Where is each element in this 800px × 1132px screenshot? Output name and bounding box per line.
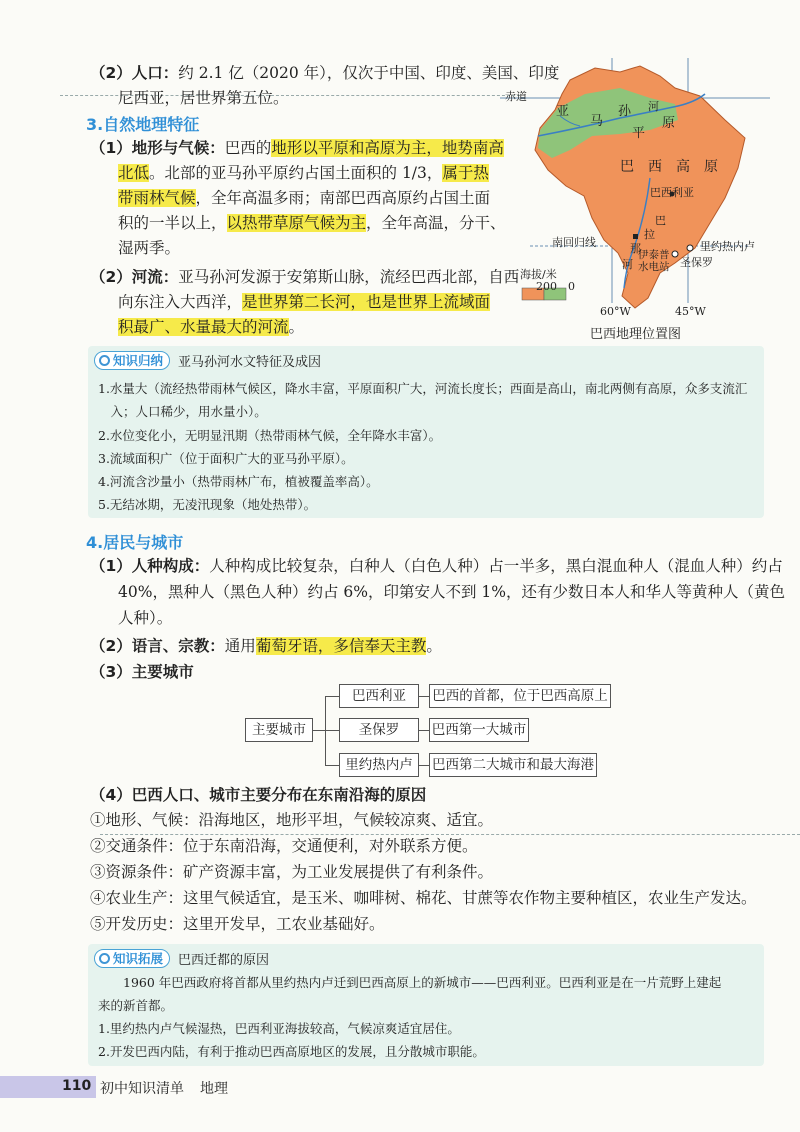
knowledge-extension-title: 巴西迁都的原因	[178, 953, 270, 968]
extension-line: 2.开发巴西内陆，有利于推动巴西高原地区的发展，且分散城市职能。	[98, 1044, 485, 1059]
knowledge-summary-box	[88, 346, 764, 518]
map-amazon-2: 马	[590, 114, 604, 129]
tree-city-rio: 里约热内卢	[339, 753, 419, 777]
extension-line: 1.里约热内卢气候湿热，巴西利亚海拔较高，气候凉爽适宜居住。	[98, 1021, 460, 1036]
subject: 地理	[200, 1081, 228, 1097]
map-lon-60: 60°W	[600, 305, 631, 318]
map-parana-4: 河	[622, 258, 633, 271]
map-parana-2: 拉	[644, 228, 655, 241]
knowledge-extension-box	[88, 944, 764, 1066]
tree-desc-brasilia: 巴西的首都，位于巴西高原上	[429, 684, 611, 708]
tree-desc-rio: 巴西第二大城市和最大海港	[429, 753, 597, 777]
reason-item: ③资源条件：矿产资源丰富，为工业发展提供了有利条件。	[90, 863, 494, 881]
map-amazon-4: 河	[648, 100, 659, 113]
map-amazon-3: 孙	[618, 104, 632, 119]
bulb-icon	[99, 953, 110, 964]
river-line-2: 向东注入大西洋，是世界第二长河，也是世界上流域面	[118, 293, 491, 311]
race-line-2: 40%，黑种人（黑色人种）约占 6%，印第安人不到 1%，还有少数日本人和华人等黄种人（黄色	[118, 583, 785, 601]
summary-line: 4.河流含沙量小（热带雨林广布，植被覆盖率高）。	[98, 474, 379, 489]
map-parana-1: 巴	[655, 214, 666, 227]
map-rio-label: 里约热内卢	[700, 240, 755, 253]
map-plain-2: 原	[662, 116, 676, 131]
reason-item: ④农业生产：这里气候适宜，是玉米、咖啡树、棉花、甘蔗等农作物主要种植区，农业生产发达。	[90, 889, 757, 907]
map-saopaulo-label: 圣保罗	[680, 256, 713, 269]
cities-label: （3）主要城市	[90, 663, 194, 681]
population-line-2: 尼西亚，居世界第五位。	[118, 89, 289, 107]
reason-item: ②交通条件：位于东南沿海，交通便利，对外联系方便。	[90, 837, 478, 855]
race-line-3: 人种）。	[118, 609, 173, 627]
saopaulo-marker	[672, 251, 678, 257]
map-legend-title: 海拔/米	[520, 268, 557, 281]
map-legend-values: 200 0	[536, 280, 575, 293]
map-plateau-label: 巴 西 高 原	[620, 159, 718, 175]
summary-line: 1.水量大（流经热带雨林气候区，降水丰富，平原面积广大，河流长度长；西面是高山，南北两侧有高原，众多支流汇	[98, 381, 748, 396]
section-3-title: 3.自然地理特征	[86, 115, 200, 134]
summary-line: 5.无结冰期，无凌汛现象（地处热带）。	[98, 497, 317, 512]
terrain-line-5: 湿两季。	[118, 239, 181, 257]
knowledge-extension-tag: 知识拓展	[94, 949, 170, 968]
map-itaipu-label: 伊泰普 水电站	[638, 249, 670, 273]
summary-line: 3.流域面积广（位于面积广大的亚马孙平原）。	[98, 451, 354, 466]
knowledge-summary-title: 亚马孙河水文特征及成因	[178, 355, 322, 370]
terrain-line-3: 带雨林气候，全年高温多雨；南部巴西高原约占国土面	[118, 189, 491, 207]
summary-line: 入；人口稀少，用水量小）。	[98, 404, 267, 419]
river-line-3: 积最广、水量最大的河流。	[118, 318, 305, 336]
map-parana-3: 那	[630, 242, 641, 255]
map-brasilia-label: 巴西利亚	[650, 186, 694, 199]
tree-city-brasilia: 巴西利亚	[339, 684, 419, 708]
tree-root: 主要城市	[245, 718, 313, 742]
map-lon-45: 45°W	[675, 305, 706, 318]
reasons-label: （4）巴西人口、城市主要分布在东南沿海的原因	[90, 786, 427, 804]
tree-desc-saopaulo: 巴西第一大城市	[429, 718, 529, 742]
extension-line: 来的新首都。	[98, 998, 174, 1013]
summary-line: 2.水位变化小，无明显汛期（热带雨林气候，全年降水丰富）。	[98, 428, 442, 443]
terrain-line-1: （1）地形与气候：巴西的地形以平原和高原为主，地势南高	[90, 139, 504, 157]
river-line-1: （2）河流：亚马孙河发源于安第斯山脉，流经巴西北部，自西	[90, 268, 520, 286]
population-label: （2）人口：	[90, 64, 179, 82]
brazil-map	[500, 58, 770, 338]
race-line-1: （1）人种构成：人种构成比较复杂，白种人（白色人种）占一半多，黑白混血种人（混血人种）约占	[90, 557, 783, 575]
population-line-1: （2）人口：约 2.1 亿（2020 年），仅次于中国、印度、美国、印度	[90, 64, 560, 82]
map-amazon-1: 亚	[556, 104, 570, 119]
bulb-icon	[99, 355, 110, 366]
reason-item: ①地形、气候：沿海地区，地形平坦，气候较凉爽、适宜。	[90, 811, 494, 829]
book-title: 初中知识清单	[100, 1081, 184, 1097]
language-line: （2）语言、宗教：通用葡萄牙语，多信奉天主教。	[90, 637, 442, 655]
knowledge-summary-tag: 知识归纳	[94, 351, 170, 370]
terrain-line-2: 北低。北部的亚马孙平原约占国土面积的 1/3，属于热	[118, 164, 489, 182]
tree-city-saopaulo: 圣保罗	[339, 718, 419, 742]
reason-item: ⑤开发历史：这里开发早，工农业基础好。	[90, 915, 385, 933]
section-4-title: 4.居民与城市	[86, 533, 184, 552]
rio-marker	[687, 245, 693, 251]
itaipu-marker	[633, 234, 638, 239]
page-number: 110	[62, 1078, 92, 1094]
map-plain-1: 平	[632, 126, 646, 141]
extension-line: 1960 年巴西政府将首都从里约热内卢迁到巴西高原上的新城市——巴西利亚。巴西利亚是在一片荒野上建起	[98, 975, 722, 990]
map-caption: 巴西地理位置图	[590, 327, 682, 342]
terrain-line-4: 积的一半以上，以热带草原气候为主，全年高温，分干、	[118, 214, 506, 232]
map-equator-label: 赤道	[505, 90, 527, 103]
map-tropic-label: 南回归线	[552, 236, 596, 249]
